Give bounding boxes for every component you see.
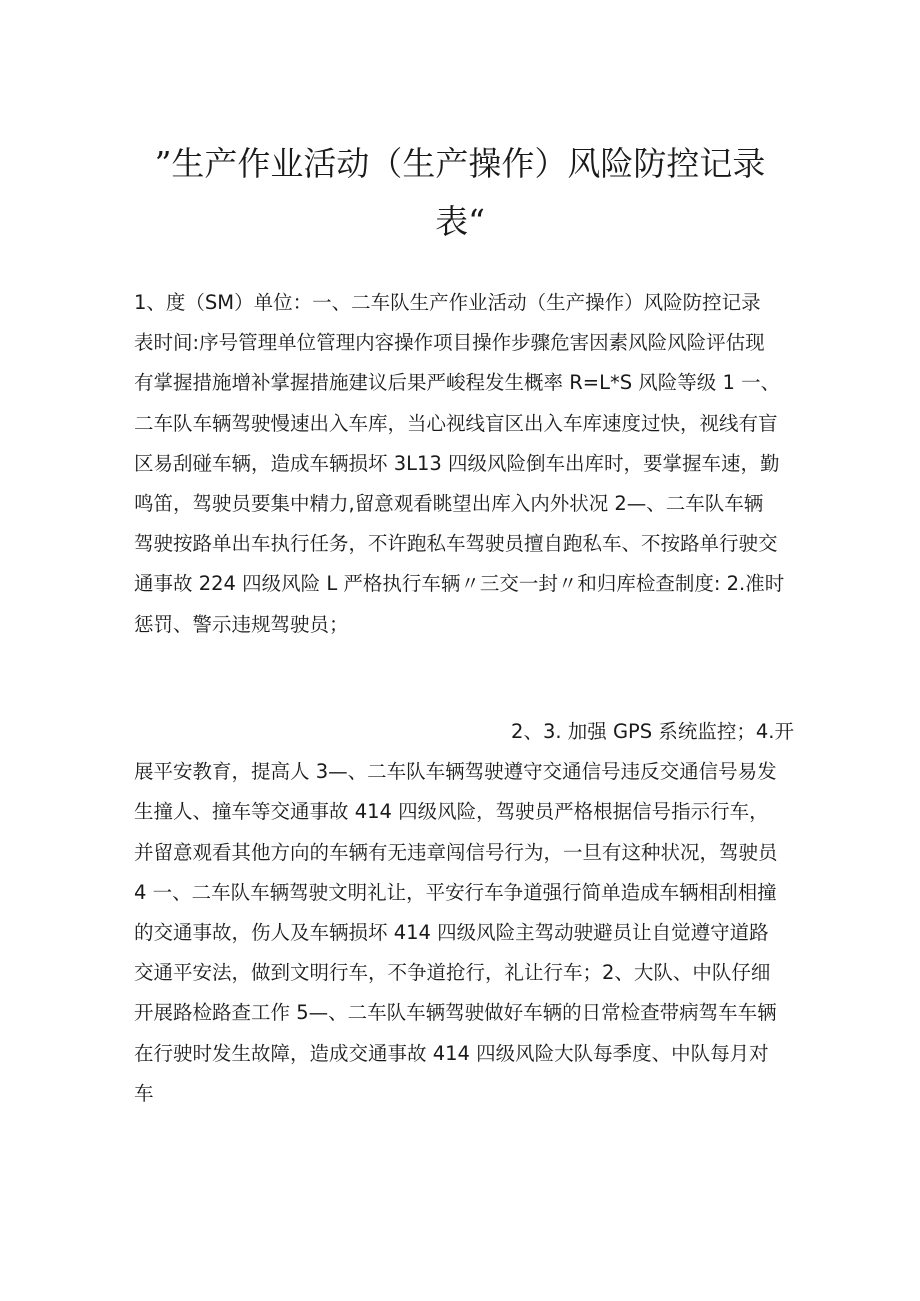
text-line: 在行驶时发生故障，造成交通事故 414 四级风险大队每季度、中队每月对 [134, 1041, 769, 1065]
text-line-right-aligned: 2、3. 加强 GPS 系统监控；4.开 [511, 720, 794, 743]
text-line: 车 [134, 1081, 154, 1105]
document-title-line-2: 表“ [435, 202, 485, 241]
paragraph-2 [134, 712, 794, 1114]
text-line: 表时间:序号管理单位管理内容操作项目操作步骤危害因素风险风险评估现 [134, 331, 765, 355]
text-line: 1、度（SM）单位：一、二车队生产作业活动（生产操作）风险防控记录 [134, 291, 761, 314]
text-line: 开展路检路查工作 5—、二车队车辆驾驶做好车辆的日常检查带病驾车车辆 [134, 1001, 777, 1025]
text-line: 4 一、二车队车辆驾驶文明礼让，平安行车争道强行简单造成车辆相刮相撞 [134, 880, 777, 904]
text-line: 有掌握措施增补掌握措施建议后果严峻程发生概率 R=L*S 风险等级 1 一、 [134, 371, 781, 395]
text-line: 的交通事故，伤人及车辆损坏 414 四级风险主驾动驶避员让自觉遵守道路 [134, 920, 769, 944]
paragraph-1 [134, 283, 794, 645]
text-line: 交通平安法，做到文明行车，不争道抢行，礼让行车；2、大队、中队仔细 [134, 961, 771, 985]
text-line: 鸣笛，驾驶员要集中精力,留意观看眺望出库入内外状况 2—、二车队车辆 [134, 491, 764, 515]
text-line: 通事故 224 四级风险 L 严格执行车辆〃三交一封〃和归库检查制度: 2.准时 [134, 572, 785, 596]
text-line: 展平安教育，提高人 3—、二车队车辆驾驶遵守交通信号违反交通信号易发 [134, 760, 777, 784]
text-line: 生撞人、撞车等交通事故 414 四级风险，驾驶员严格根据信号指示行车， [134, 800, 769, 824]
document-title-line-1: ”生产作业活动（生产操作）风险防控记录 [154, 144, 766, 183]
text-line: 驾驶按路单出车执行任务，不许跑私车驾驶员擅自跑私车、不按路单行驶交 [134, 532, 778, 556]
text-line: 惩罚、警示违规驾驶员； [134, 612, 349, 636]
text-line: 并留意观看其他方向的车辆有无违章闯信号行为，一旦有这种状况，驾驶员 [134, 840, 778, 864]
text-line: 区易刮碰车辆，造成车辆损坏 3L13 四级风险倒车出库时，要掌握车速，勤 [134, 451, 780, 475]
text-line: 二车队车辆驾驶慢速出入车库，当心视线盲区出入车库速度过快，视线有盲 [134, 411, 778, 435]
